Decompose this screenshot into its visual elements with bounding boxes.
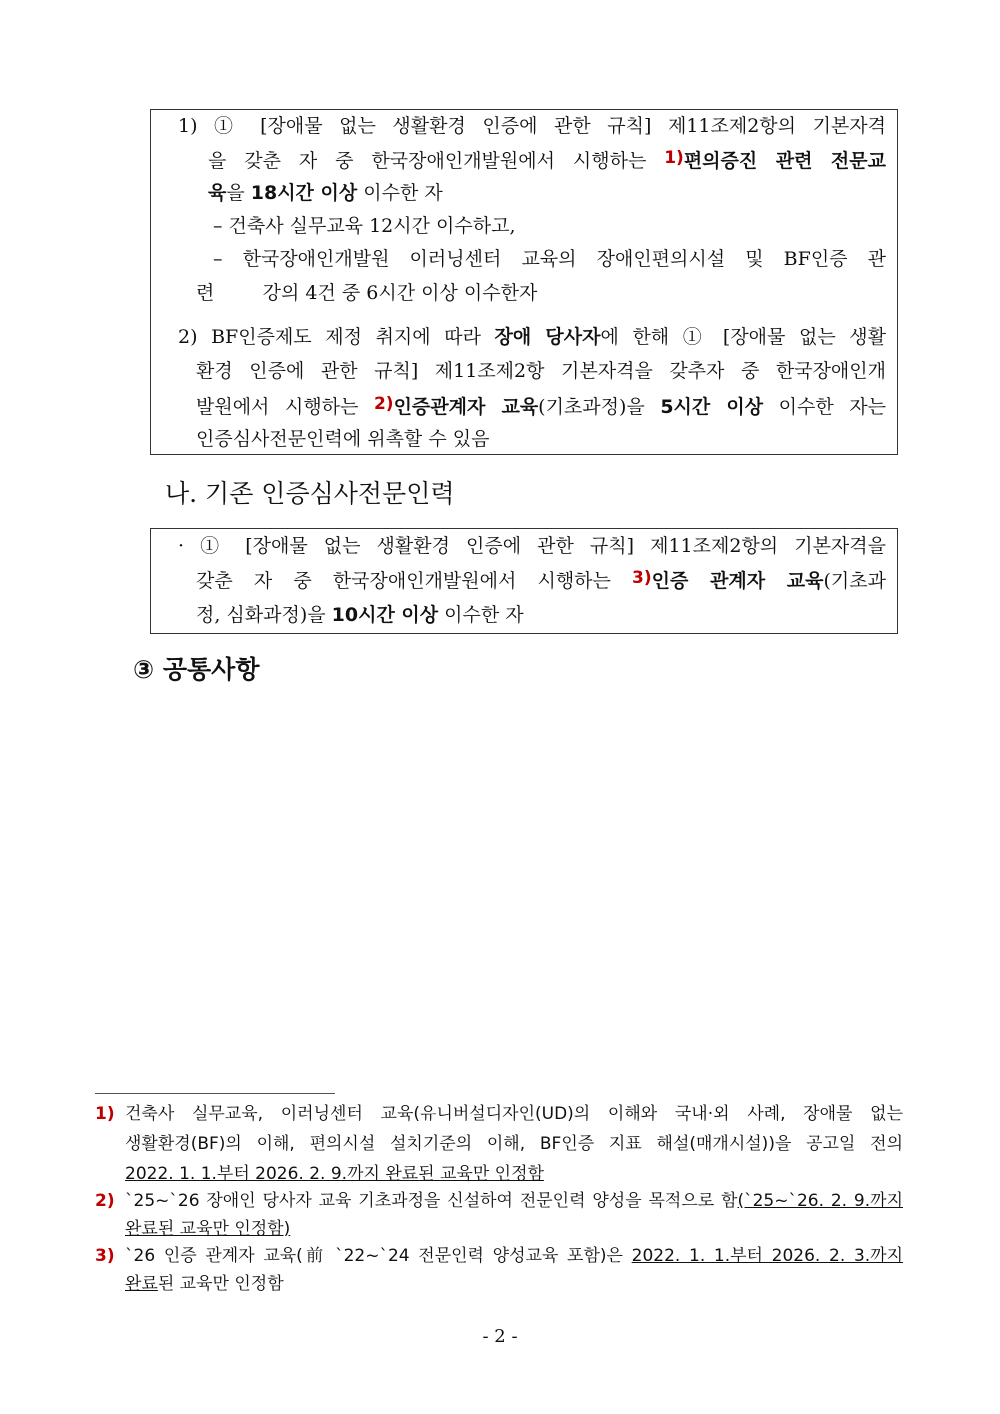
box2-line3 <box>196 606 524 625</box>
item2-line2: 환경 인증에 관한 규칙] 제11조제2항 기본자격을 갖추자 중 한국장애인개 <box>196 360 886 382</box>
box2-hours: 10시간 이상 <box>331 604 439 626</box>
item2-line3 <box>196 396 886 417</box>
item2-hours: 5시간 이상 <box>660 396 764 418</box>
footnote-3-number: 3) <box>95 1246 115 1266</box>
footnote-3-line1 <box>125 1248 903 1265</box>
box2-line1: · ① [장애물 없는 생활환경 인증에 관한 규칙] 제11조제2항의 기본자격을 <box>178 535 886 557</box>
footnote-1-line2: 생활환경(BF)의 이해, 편의시설 설치기준의 이해, BF인증 지표 해설(매개시설))을 공고일 전의 <box>125 1134 903 1154</box>
item2-line4: 인증심사전문인력에 위촉할 수 있음 <box>196 428 490 450</box>
item2-line1-post: 에 한해 ① [장애물 없는 생활 <box>600 326 887 348</box>
item2-line1 <box>178 328 886 347</box>
item1-line3-post: 이수한 자 <box>357 182 443 204</box>
footnote-1-line3: 2022. 1. 1.부터 2026. 2. 9.까지 완료된 교육만 인정함 <box>125 1164 544 1184</box>
box2-line2-post: (기초과 <box>823 570 886 592</box>
footnote-ref-1[interactable]: 1) <box>664 148 684 168</box>
footnote-2-number: 2) <box>95 1191 115 1211</box>
item1-line2 <box>208 150 886 171</box>
page-number: - 2 - <box>482 1326 518 1347</box>
dash-item-2: – 한국장애인개발원 이러닝센터 교육의 장애인편의시설 및 BF인증 관 <box>213 248 886 270</box>
footnote-ref-3[interactable]: 3) <box>632 568 652 588</box>
footnote-2-underlined: (`25~`26. 2. 9.까지 <box>737 1191 903 1211</box>
footnote-2-line2: 완료된 교육만 인정함) <box>125 1219 291 1239</box>
footnote-separator <box>95 1093 335 1094</box>
footnote-3-line2-post: 된 교육만 인정함 <box>157 1274 284 1294</box>
item2-line3-pre: 발원에서 시행하는 <box>196 396 374 418</box>
box2-line3-pre: 정, 심화과정)을 <box>196 604 332 626</box>
box2-course: 인증 관계자 교육 <box>651 570 824 592</box>
item1-line3 <box>208 184 443 203</box>
footnote-2-line1 <box>125 1193 903 1210</box>
item2-course: 인증관계자 교육 <box>393 396 539 418</box>
footnote-3-line2 <box>125 1276 284 1293</box>
section-heading-common: ③ 공통사항 <box>133 655 260 684</box>
footnote-3-text: `26 인증 관계자 교육(前 `22~`24 전문인력 양성교육 포함)은 <box>125 1246 632 1266</box>
box2-line2-pre: 갖춘 자 중 한국장애인개발원에서 시행하는 <box>196 570 633 592</box>
footnote-3-underlined: 2022. 1. 1.부터 2026. 2. 3.까지 <box>631 1246 904 1266</box>
item1-line2-text: 을 갖춘 자 중 한국장애인개발원에서 시행하는 <box>208 150 665 172</box>
box2-line2 <box>196 570 886 591</box>
footnote-2-text: `25~`26 장애인 당사자 교육 기초과정을 신설하여 전문인력 양성을 목적으로 함 <box>125 1191 738 1211</box>
item1-emphasis: 편의증진 관련 전문교 <box>683 150 886 172</box>
item2-line1-pre: 2) BF인증제도 제정 취지에 따라 <box>178 326 495 348</box>
item1-emphasis-cont: 육 <box>208 182 227 204</box>
dash-item-1: – 건축사 실무교육 12시간 이수하고, <box>213 215 516 237</box>
box2-line3-post: 이수한 자 <box>438 604 524 626</box>
item1-line1: 1) ① [장애물 없는 생활환경 인증에 관한 규칙] 제11조제2항의 기본자격 <box>178 115 886 137</box>
item2-emphasis: 장애 당사자 <box>494 326 601 348</box>
footnote-3-underlined-2: 완료 <box>125 1274 158 1294</box>
footnote-ref-2[interactable]: 2) <box>373 394 394 414</box>
item1-hours: 18시간 이상 <box>250 182 358 204</box>
item2-line3-post: 이수한 자는 <box>763 396 886 418</box>
item1-line3-mid: 을 <box>226 182 251 204</box>
dash-item-2-cont: 련 강의 4건 중 6시간 이상 이수한자 <box>196 282 538 304</box>
footnote-1-number: 1) <box>95 1104 115 1124</box>
section-heading-existing: 나. 기존 인증심사전문인력 <box>165 479 455 508</box>
footnote-1-line1: 건축사 실무교육, 이러닝센터 교육(유니버설디자인(UD)의 이해와 국내·외 사례, 장애물 없는 <box>125 1104 903 1124</box>
item2-line3-mid: (기초과정)을 <box>538 396 661 418</box>
